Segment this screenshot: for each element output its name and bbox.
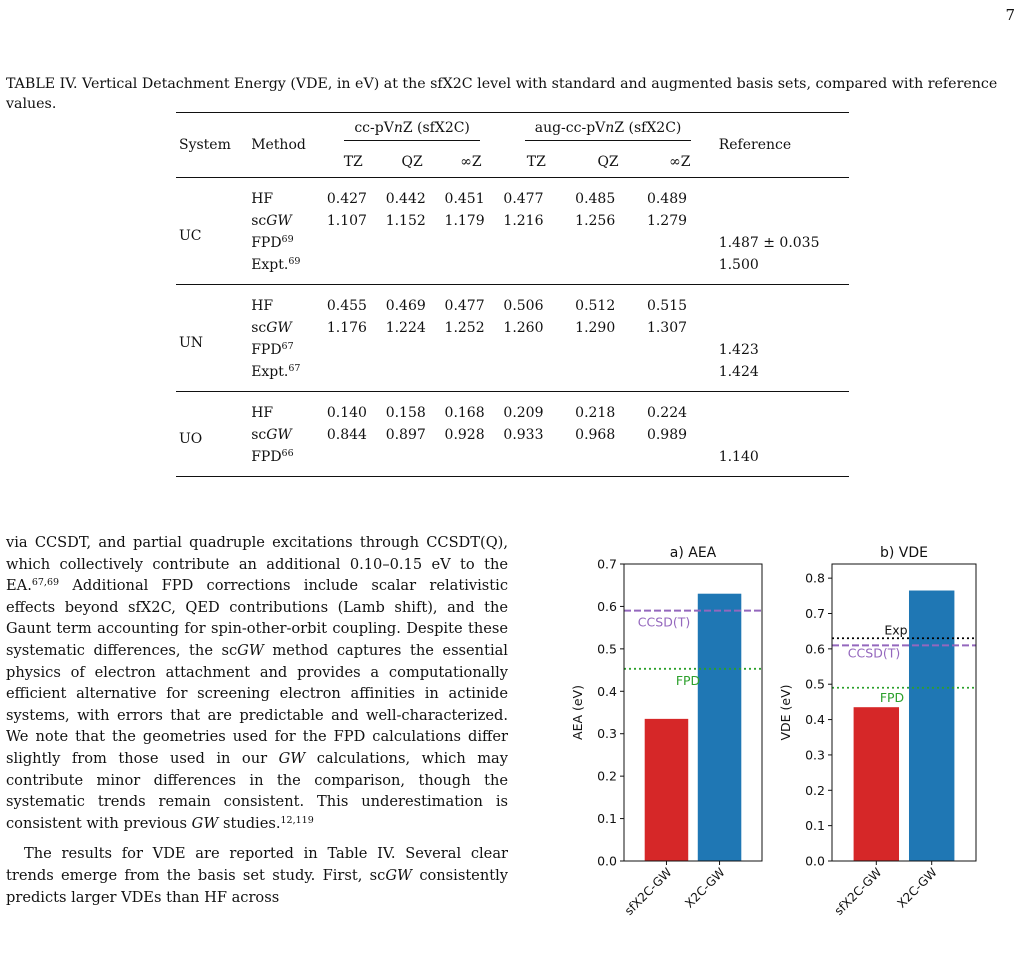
table-row bbox=[176, 317, 849, 339]
reference-cell: 1.500 bbox=[718, 257, 759, 273]
table-row bbox=[176, 178, 849, 210]
value-cell bbox=[324, 232, 383, 254]
value-cell bbox=[500, 254, 572, 285]
table-row bbox=[176, 424, 849, 446]
value-cell: 0.506 bbox=[503, 298, 544, 314]
value-cell: 0.168 bbox=[444, 405, 485, 421]
table-row bbox=[176, 339, 849, 361]
reference-cell bbox=[716, 392, 849, 424]
value-cell: 0.928 bbox=[444, 427, 485, 443]
value-cell: 0.218 bbox=[575, 405, 616, 421]
value-cell bbox=[383, 254, 442, 285]
value-cell: 0.897 bbox=[385, 427, 426, 443]
value-cell: 0.844 bbox=[326, 427, 367, 443]
y-axis-label: AEA (eV) bbox=[570, 685, 585, 740]
y-tick-label: 0.3 bbox=[805, 747, 825, 763]
bar-charts bbox=[548, 528, 1028, 974]
body-text bbox=[6, 532, 508, 908]
bar-sfX2C-GW bbox=[854, 707, 899, 861]
header-group-cc: cc-pVnZ (sfX2C) bbox=[324, 113, 501, 147]
value-cell bbox=[324, 446, 383, 477]
header-system: System bbox=[179, 137, 231, 153]
page-number: 7 bbox=[1005, 6, 1015, 24]
value-cell bbox=[442, 254, 501, 285]
x-tick-label: X2C-GW bbox=[682, 865, 728, 911]
reference-cell: 1.424 bbox=[718, 364, 759, 380]
y-tick-label: 0.8 bbox=[805, 570, 825, 586]
value-cell bbox=[572, 339, 644, 361]
table-row bbox=[176, 210, 849, 232]
value-cell bbox=[500, 339, 572, 361]
reference-label-FPD: FPD bbox=[879, 689, 905, 705]
method-cell: scGW bbox=[251, 427, 292, 443]
value-cell: 1.279 bbox=[646, 213, 688, 229]
value-cell: 0.933 bbox=[503, 427, 544, 443]
value-cell: 1.252 bbox=[444, 320, 485, 336]
reference-cell bbox=[716, 285, 849, 317]
y-axis-label: VDE (eV) bbox=[778, 684, 793, 741]
value-cell bbox=[383, 339, 442, 361]
value-cell bbox=[442, 339, 501, 361]
table-row bbox=[176, 446, 849, 477]
y-tick-label: 0.6 bbox=[805, 641, 825, 657]
table-row bbox=[176, 392, 849, 424]
table-row bbox=[176, 285, 849, 317]
value-cell: 1.152 bbox=[385, 213, 426, 229]
header-reference: Reference bbox=[718, 137, 792, 153]
table-row bbox=[176, 361, 849, 392]
value-cell bbox=[572, 232, 644, 254]
value-cell: 1.260 bbox=[503, 320, 544, 336]
value-cell bbox=[644, 339, 716, 361]
y-tick-label: 0.6 bbox=[597, 598, 617, 614]
header-basis-3: TZ bbox=[526, 154, 546, 170]
value-cell bbox=[442, 232, 501, 254]
value-cell: 0.489 bbox=[646, 191, 688, 207]
y-tick-label: 0.1 bbox=[805, 818, 825, 834]
header-basis-4: QZ bbox=[597, 154, 619, 170]
value-cell: 0.442 bbox=[385, 191, 426, 207]
method-cell: Expt.$^{67}$ bbox=[251, 363, 301, 380]
figure-aea-vde bbox=[548, 528, 1028, 974]
reference-label-CCSD(T): CCSD(T) bbox=[847, 645, 901, 661]
table-header-row bbox=[176, 113, 849, 147]
header-basis-2: ∞Z bbox=[460, 154, 482, 170]
bar-X2C-GW bbox=[909, 591, 954, 861]
value-cell: 1.307 bbox=[646, 320, 688, 336]
method-cell: HF bbox=[251, 298, 274, 314]
y-tick-label: 0.0 bbox=[805, 853, 825, 869]
x-tick-label: sfX2C-GW bbox=[831, 865, 885, 919]
value-cell: 1.224 bbox=[385, 320, 426, 336]
reference-cell: 1.487 ± 0.035 bbox=[718, 235, 820, 251]
reference-cell: 1.423 bbox=[718, 342, 759, 358]
y-tick-label: 0.7 bbox=[597, 556, 617, 572]
body-paragraph-1: via CCSDT, and partial quadruple excitations through CCSDT(Q), which collectively contribute an additional 0.10–0.15 eV to the EA.$^{67,69}$ Additional FPD corrections include scalar relativistic effects beyond sfX2C, QED contributions (Lamb shift), and the Gaunt term accounting for spin-other-orbit coupling. Despite these systematic differences, the scGW method captures the essential physics of electron attachment and provides a computationally efficient alternative for screening electron affinities in actinide systems, with errors that are predictable and well-characterized. We note that the geometries used for the FPD calculations differ slightly from those used in our GW calculations, which may contribute minor differences in the comparison, though the systematic trends remain consistent. This underestimation is consistent with previous GW studies.$^{12,119}$ bbox=[6, 534, 508, 832]
value-cell: 0.512 bbox=[575, 298, 616, 314]
y-tick-label: 0.5 bbox=[597, 641, 617, 657]
body-paragraph-2: The results for VDE are reported in Table IV. Several clear trends emerge from the basis set study. First, scGW consistently predicts larger VDEs than HF across bbox=[6, 845, 508, 906]
method-cell: HF bbox=[251, 405, 274, 421]
y-tick-label: 0.3 bbox=[597, 726, 617, 742]
y-tick-label: 0.4 bbox=[805, 712, 825, 728]
value-cell bbox=[383, 361, 442, 392]
value-cell bbox=[442, 361, 501, 392]
chart-title: b) VDE bbox=[879, 545, 929, 561]
value-cell bbox=[644, 254, 716, 285]
reference-label-FPD: FPD bbox=[675, 672, 701, 688]
y-tick-label: 0.4 bbox=[597, 683, 617, 699]
header-basis-1: QZ bbox=[401, 154, 423, 170]
value-cell bbox=[324, 361, 383, 392]
value-cell bbox=[644, 232, 716, 254]
reference-label-Exp: Exp bbox=[884, 622, 908, 638]
method-cell: scGW bbox=[251, 320, 292, 336]
value-cell bbox=[644, 446, 716, 477]
value-cell: 0.158 bbox=[385, 405, 426, 421]
value-cell: 0.968 bbox=[575, 427, 616, 443]
value-cell: 0.209 bbox=[503, 405, 544, 421]
header-group-aug: aug-cc-pVnZ (sfX2C) bbox=[500, 113, 715, 147]
value-cell: 0.224 bbox=[646, 405, 688, 421]
value-cell bbox=[572, 446, 644, 477]
value-cell: 0.485 bbox=[575, 191, 616, 207]
method-cell: FPD$^{67}$ bbox=[251, 341, 294, 358]
method-cell: Expt.$^{69}$ bbox=[251, 256, 301, 273]
value-cell bbox=[500, 232, 572, 254]
x-tick-label: sfX2C-GW bbox=[621, 865, 675, 919]
x-tick-label: X2C-GW bbox=[894, 865, 940, 911]
value-cell bbox=[442, 446, 501, 477]
method-cell: scGW bbox=[251, 213, 292, 229]
system-cell: UC bbox=[179, 228, 202, 244]
y-tick-label: 0.7 bbox=[805, 606, 825, 621]
header-basis-5: ∞Z bbox=[669, 154, 691, 170]
value-cell bbox=[324, 339, 383, 361]
value-cell: 1.179 bbox=[444, 213, 485, 229]
value-cell bbox=[500, 446, 572, 477]
value-cell: 0.477 bbox=[444, 298, 485, 314]
value-cell: 0.989 bbox=[646, 427, 688, 443]
y-tick-label: 0.2 bbox=[597, 768, 617, 784]
reference-label-CCSD(T): CCSD(T) bbox=[637, 614, 691, 630]
header-method: Method bbox=[251, 137, 306, 153]
value-cell bbox=[383, 446, 442, 477]
value-cell: 1.176 bbox=[326, 320, 367, 336]
reference-cell bbox=[716, 210, 849, 232]
value-cell: 0.140 bbox=[326, 405, 367, 421]
method-cell: FPD$^{69}$ bbox=[251, 234, 294, 251]
method-cell: HF bbox=[251, 191, 274, 207]
header-basis-0: TZ bbox=[343, 154, 363, 170]
bar-sfX2C-GW bbox=[645, 719, 689, 861]
reference-cell bbox=[716, 178, 849, 210]
value-cell: 1.216 bbox=[503, 213, 544, 229]
reference-cell bbox=[716, 424, 849, 446]
y-tick-label: 0.2 bbox=[805, 782, 825, 798]
method-cell: FPD$^{66}$ bbox=[251, 448, 294, 465]
value-cell: 0.515 bbox=[646, 298, 688, 314]
reference-cell: 1.140 bbox=[718, 449, 759, 465]
value-cell: 1.107 bbox=[326, 213, 367, 229]
plot-frame bbox=[832, 564, 976, 861]
value-cell bbox=[383, 232, 442, 254]
value-cell: 1.256 bbox=[575, 213, 616, 229]
table-row bbox=[176, 232, 849, 254]
y-tick-label: 0.5 bbox=[805, 676, 825, 692]
value-cell: 0.451 bbox=[444, 191, 485, 207]
bar-X2C-GW bbox=[698, 594, 742, 861]
value-cell bbox=[572, 361, 644, 392]
y-tick-label: 0.1 bbox=[597, 811, 617, 827]
table-rule bbox=[176, 477, 849, 478]
y-tick-label: 0.0 bbox=[597, 853, 617, 869]
value-cell bbox=[324, 254, 383, 285]
value-cell: 0.455 bbox=[326, 298, 367, 314]
value-cell: 1.290 bbox=[575, 320, 616, 336]
reference-cell bbox=[716, 317, 849, 339]
system-cell: UN bbox=[179, 335, 204, 351]
value-cell bbox=[500, 361, 572, 392]
system-cell: UO bbox=[179, 431, 203, 447]
value-cell bbox=[644, 361, 716, 392]
table-caption: TABLE IV. Vertical Detachment Energy (VDE, in eV) at the sfX2C level with standard and augmented basis sets, compared with reference values. bbox=[6, 76, 998, 112]
value-cell: 0.427 bbox=[326, 191, 367, 207]
table-row bbox=[176, 254, 849, 285]
chart-title: a) AEA bbox=[669, 545, 717, 561]
vde-table bbox=[176, 112, 849, 477]
value-cell bbox=[572, 254, 644, 285]
value-cell: 0.469 bbox=[385, 298, 426, 314]
value-cell: 0.477 bbox=[503, 191, 544, 207]
